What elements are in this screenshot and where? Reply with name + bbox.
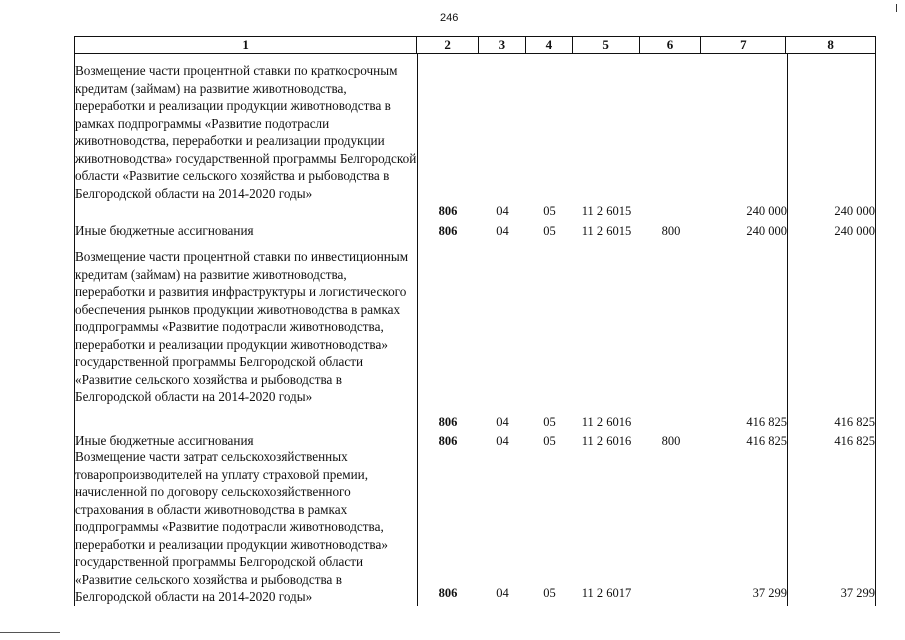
cell-section: 04 — [496, 224, 509, 238]
cell-amount-7: 37 299 — [752, 586, 787, 600]
row-description: Иные бюджетные ассигнования — [75, 223, 254, 238]
cell-admin-code: 806 — [438, 586, 458, 600]
cell-amount-7: 240 000 — [746, 224, 787, 238]
table-row — [74, 448, 876, 604]
cell-amount-8: 416 825 — [834, 434, 875, 448]
cell-amount-8: 416 825 — [834, 415, 875, 429]
cell-amount-7: 416 825 — [746, 415, 787, 429]
header-col-6: 6 — [640, 37, 702, 53]
cell-target-article: 11 2 6016 — [581, 434, 632, 448]
header-col-2: 2 — [417, 37, 479, 53]
cell-subsection: 05 — [543, 586, 556, 600]
cell-subsection: 05 — [543, 415, 556, 429]
cell-target-article: 11 2 6015 — [581, 204, 632, 218]
budget-table — [74, 36, 876, 606]
row-description: Возмещение части затрат сельскохозяйственных товаропроизводителей на уплату страховой премии, начисленной по договору сельскохозяйственного страхования в области животноводства в рамках подпрограммы «Развитие подотрасли животноводства, переработки и реализации продукции животноводства» государственной программы Белгородской области «Развитие сельского хозяйства и рыбоводства в Белгородской области на 2014-2020 годы» — [75, 449, 388, 604]
header-col-7: 7 — [701, 37, 786, 53]
page-number: 246 — [440, 12, 459, 24]
cell-admin-code: 806 — [438, 415, 458, 429]
cell-subsection: 05 — [543, 224, 556, 238]
cell-target-article: 11 2 6017 — [581, 586, 632, 600]
header-col-1: 1 — [75, 37, 417, 53]
cell-amount-8: 240 000 — [834, 204, 875, 218]
cell-subsection: 05 — [543, 204, 556, 218]
header-col-4: 4 — [526, 37, 573, 53]
cell-target-article: 11 2 6015 — [581, 224, 632, 238]
header-col-5: 5 — [573, 37, 640, 53]
scan-edge-line — [0, 632, 60, 633]
cell-section: 04 — [496, 586, 509, 600]
row-description: Возмещение части процентной ставки по краткосрочным кредитам (займам) на развитие животноводства, переработки и реализации продукции животноводства в рамках подпрограммы «Развитие подотрасли животноводства, переработки и реализации продукции животноводства» государственной программы Белгородской области «Развитие сельского хозяйства и рыбоводства в Белгородской области на 2014-2020 годы» — [75, 63, 417, 201]
cell-expense-type: 800 — [661, 434, 681, 448]
cell-expense-type: 800 — [661, 224, 681, 238]
cell-admin-code: 806 — [438, 204, 458, 218]
cell-admin-code: 806 — [438, 434, 458, 448]
header-col-3: 3 — [479, 37, 526, 53]
table-header-row — [74, 36, 876, 54]
cell-target-article: 11 2 6016 — [581, 415, 632, 429]
header-col-8: 8 — [827, 37, 834, 52]
cell-amount-7: 416 825 — [746, 434, 787, 448]
cell-amount-7: 240 000 — [746, 204, 787, 218]
table-row — [74, 222, 876, 238]
cell-admin-code: 806 — [438, 224, 458, 238]
cell-subsection: 05 — [543, 434, 556, 448]
cell-amount-8: 37 299 — [840, 586, 875, 600]
row-description: Иные бюджетные ассигнования — [75, 433, 254, 448]
cell-amount-8: 240 000 — [834, 224, 875, 238]
cell-section: 04 — [496, 415, 509, 429]
table-row — [74, 432, 876, 448]
row-description: Возмещение части процентной ставки по инвестиционным кредитам (займам) на развитие животноводства, переработки и развития инфраструктуры и логистического обеспечения рынков продукции животноводства в рамках подпрограммы «Развитие подотрасли животноводства, переработки и реализации продукции животноводства» государственной программы Белгородской области «Развитие сельского хозяйства и рыбоводства в Белгородской области на 2014-2020 годы» — [75, 249, 409, 404]
cell-section: 04 — [496, 434, 509, 448]
table-row — [74, 62, 876, 218]
table-row — [74, 248, 876, 429]
cell-section: 04 — [496, 204, 509, 218]
scan-corner-mark — [896, 4, 897, 12]
